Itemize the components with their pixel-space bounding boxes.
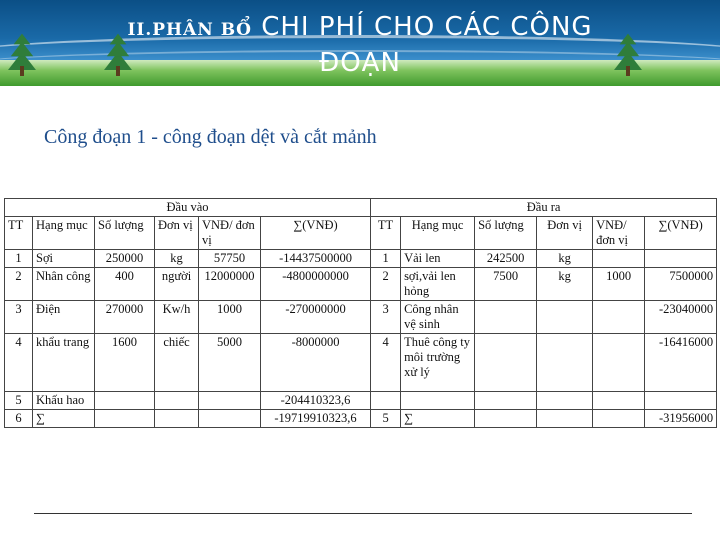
table-cell: 57750 (199, 250, 261, 268)
column-header: ∑(VNĐ) (261, 217, 371, 250)
column-header: TT (5, 217, 33, 250)
table-cell (199, 392, 261, 410)
table-cell (155, 410, 199, 428)
table-cell: Kw/h (155, 301, 199, 334)
table-cell: kg (537, 268, 593, 301)
column-header: Số lượng (475, 217, 537, 250)
column-header: Số lượng (95, 217, 155, 250)
table-group-header (5, 199, 717, 217)
table-cell: 3 (371, 301, 401, 334)
table-cell: 1000 (199, 301, 261, 334)
header-banner (0, 0, 720, 86)
table-row (5, 268, 717, 301)
table-cell: Công nhân vệ sinh (401, 301, 475, 334)
table-column-header (5, 217, 717, 250)
section-subtitle: Công đoạn 1 - công đoạn dệt và cắt mảnh (44, 126, 377, 148)
table-cell (593, 392, 645, 410)
table-cell: 1600 (95, 334, 155, 392)
table-cell (475, 334, 537, 392)
column-header: Đơn vị (155, 217, 199, 250)
table-cell: -8000000 (261, 334, 371, 392)
table-cell (95, 392, 155, 410)
table-cell: khẩu trang (33, 334, 95, 392)
table-cell: -4800000000 (261, 268, 371, 301)
table-cell: 7500000 (645, 268, 717, 301)
table-cell (475, 410, 537, 428)
column-header: Hạng mục (33, 217, 95, 250)
table-cell: -204410323,6 (261, 392, 371, 410)
table-cell (645, 250, 717, 268)
table-cell (537, 410, 593, 428)
table-cell: 2 (5, 268, 33, 301)
table-cell (593, 301, 645, 334)
cost-table (4, 198, 717, 428)
table-cell: sợi,vải len hỏng (401, 268, 475, 301)
table-cell: -270000000 (261, 301, 371, 334)
column-header: Đơn vị (537, 217, 593, 250)
table-row (5, 301, 717, 334)
table-cell: 250000 (95, 250, 155, 268)
table-cell: 12000000 (199, 268, 261, 301)
table-cell: 5000 (199, 334, 261, 392)
column-header: TT (371, 217, 401, 250)
table-row (5, 410, 717, 428)
table-cell (537, 301, 593, 334)
table-cell: -14437500000 (261, 250, 371, 268)
table-cell (475, 301, 537, 334)
table-cell: kg (537, 250, 593, 268)
table-cell (199, 410, 261, 428)
table-cell: -16416000 (645, 334, 717, 392)
table-cell (475, 392, 537, 410)
table-cell: 270000 (95, 301, 155, 334)
table-row (5, 250, 717, 268)
table-cell (537, 334, 593, 392)
table-cell: người (155, 268, 199, 301)
title-prefix: II.PHÂN BỔ (127, 20, 252, 40)
table-cell: 4 (5, 334, 33, 392)
table-cell (401, 392, 475, 410)
table-cell (593, 410, 645, 428)
table-cell: 7500 (475, 268, 537, 301)
table-cell: Khấu hao (33, 392, 95, 410)
column-header: VNĐ/ đơn vị (593, 217, 645, 250)
column-header: VNĐ/ đơn vị (199, 217, 261, 250)
page-title (0, 12, 720, 42)
table-cell: 6 (5, 410, 33, 428)
table-cell: 5 (371, 410, 401, 428)
table-cell: 1 (371, 250, 401, 268)
table-cell: 2 (371, 268, 401, 301)
table-cell: Sợi (33, 250, 95, 268)
table-cell (371, 392, 401, 410)
table-cell: 400 (95, 268, 155, 301)
table-cell: chiếc (155, 334, 199, 392)
title-main: CHI PHÍ CHO CÁC CÔNG (261, 12, 593, 42)
page-title-line2: ĐOẠN (319, 48, 401, 78)
table-cell (95, 410, 155, 428)
table-cell: Vải len (401, 250, 475, 268)
table-cell: -19719910323,6 (261, 410, 371, 428)
group-output-header: Đầu ra (371, 199, 717, 217)
table-cell: Điện (33, 301, 95, 334)
table-cell: 242500 (475, 250, 537, 268)
table-row (5, 392, 717, 410)
table-cell: 4 (371, 334, 401, 392)
table-cell: ∑ (401, 410, 475, 428)
table-cell: -23040000 (645, 301, 717, 334)
table-cell: kg (155, 250, 199, 268)
table-cell: ∑ (33, 410, 95, 428)
table-cell: 5 (5, 392, 33, 410)
table-cell (645, 392, 717, 410)
table-cell (593, 334, 645, 392)
column-header: Hạng mục (401, 217, 475, 250)
table-cell: 1000 (593, 268, 645, 301)
table-cell: Nhân công (33, 268, 95, 301)
table-cell: -31956000 (645, 410, 717, 428)
column-header: ∑(VNĐ) (645, 217, 717, 250)
table-cell (537, 392, 593, 410)
table-cell: Thuê công ty môi trường xử lý (401, 334, 475, 392)
table-cell (593, 250, 645, 268)
group-input-header: Đầu vào (5, 199, 371, 217)
table-cell (155, 392, 199, 410)
table-cell: 3 (5, 301, 33, 334)
table-cell: 1 (5, 250, 33, 268)
table-row (5, 334, 717, 392)
footer-divider (34, 513, 692, 514)
